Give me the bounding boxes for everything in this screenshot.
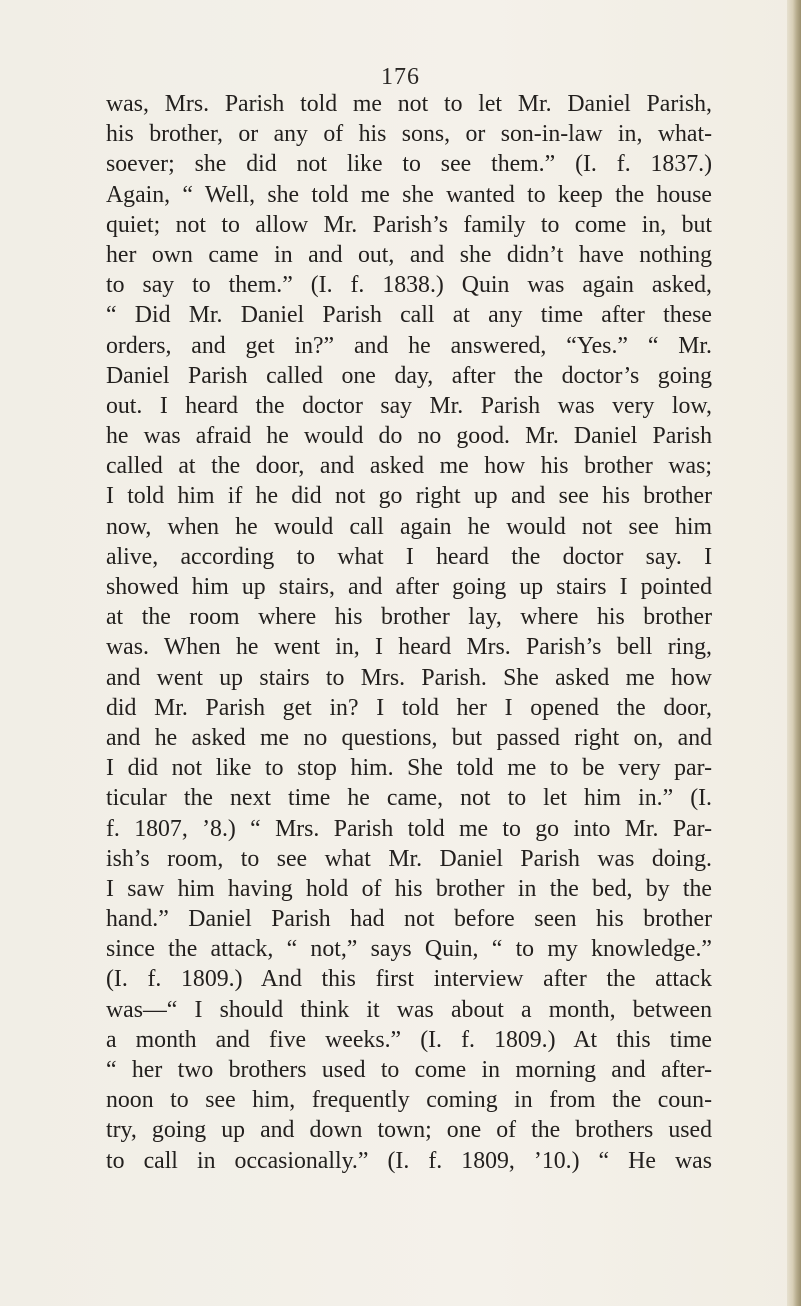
- text-line: at the room where his brother lay, where his brother: [106, 604, 712, 631]
- text-line: orders, and get in?” and he answered, “Yes.” “ Mr.: [106, 332, 712, 359]
- text-line: was, Mrs. Parish told me not to let Mr. Daniel Parish,: [106, 91, 712, 117]
- text-line: was. When he went in, I heard Mrs. Parish’s bell ring,: [106, 634, 712, 661]
- text-line: a month and five weeks.” (I. f. 1809.) At this time: [106, 1026, 712, 1053]
- text-line: out. I heard the doctor say Mr. Parish was very low,: [106, 392, 712, 419]
- text-line: to call in occasionally.” (I. f. 1809, ’10.) “ He was: [106, 1147, 712, 1174]
- text-line: alive, according to what I heard the doctor say. I: [106, 543, 712, 570]
- text-line: he was afraid he would do no good. Mr. Daniel Parish: [106, 423, 712, 450]
- text-line: noon to see him, frequently coming in from the coun-: [106, 1087, 712, 1114]
- text-line: ticular the next time he came, not to let him in.” (I.: [106, 785, 712, 812]
- text-line: I told him if he did not go right up and see his brother: [106, 483, 712, 510]
- text-line: to say to them.” (I. f. 1838.) Quin was again asked,: [106, 272, 712, 299]
- text-line: quiet; not to allow Mr. Parish’s family to come in, but: [106, 211, 712, 238]
- text-line: “ her two brothers used to come in morning and after-: [106, 1057, 712, 1083]
- text-line: showed him up stairs, and after going up stairs I pointed: [106, 574, 712, 600]
- text-line: her own came in and out, and she didn’t have nothing: [106, 241, 712, 268]
- text-line: soever; she did not like to see them.” (I. f. 1837.): [106, 151, 712, 178]
- text-line: was—“ I should think it was about a month, between: [106, 996, 712, 1023]
- text-line: (I. f. 1809.) And this first interview after the attack: [106, 966, 712, 993]
- text-line: Again, “ Well, she told me she wanted to keep the house: [106, 181, 712, 208]
- text-line: I did not like to stop him. She told me to be very par-: [106, 755, 712, 782]
- text-line: hand.” Daniel Parish had not before seen his brother: [106, 906, 712, 933]
- text-line: I saw him having hold of his brother in the bed, by the: [106, 875, 712, 902]
- text-line: since the attack, “ not,” says Quin, “ to my knowledge.”: [106, 936, 712, 963]
- text-line: f. 1807, ’8.) “ Mrs. Parish told me to go into Mr. Par-: [106, 815, 712, 842]
- text-line: his brother, or any of his sons, or son-in-law in, what-: [106, 121, 712, 148]
- text-line: Daniel Parish called one day, after the doctor’s going: [106, 362, 712, 389]
- text-line: “ Did Mr. Daniel Parish call at any time after these: [106, 302, 712, 329]
- text-line: called at the door, and asked me how his brother was;: [106, 453, 712, 480]
- text-line: ish’s room, to see what Mr. Daniel Parish was doing.: [106, 845, 712, 872]
- text-line: now, when he would call again he would not see him: [106, 513, 712, 540]
- text-line: and he asked me no questions, but passed right on, and: [106, 724, 712, 751]
- text-line: did Mr. Parish get in? I told her I opened the door,: [106, 694, 712, 721]
- body-text: [106, 89, 712, 1176]
- text-line: try, going up and down town; one of the brothers used: [106, 1117, 712, 1144]
- page-number: 176: [381, 64, 420, 90]
- page-edge: [787, 0, 801, 1306]
- text-line: and went up stairs to Mrs. Parish. She asked me how: [106, 664, 712, 691]
